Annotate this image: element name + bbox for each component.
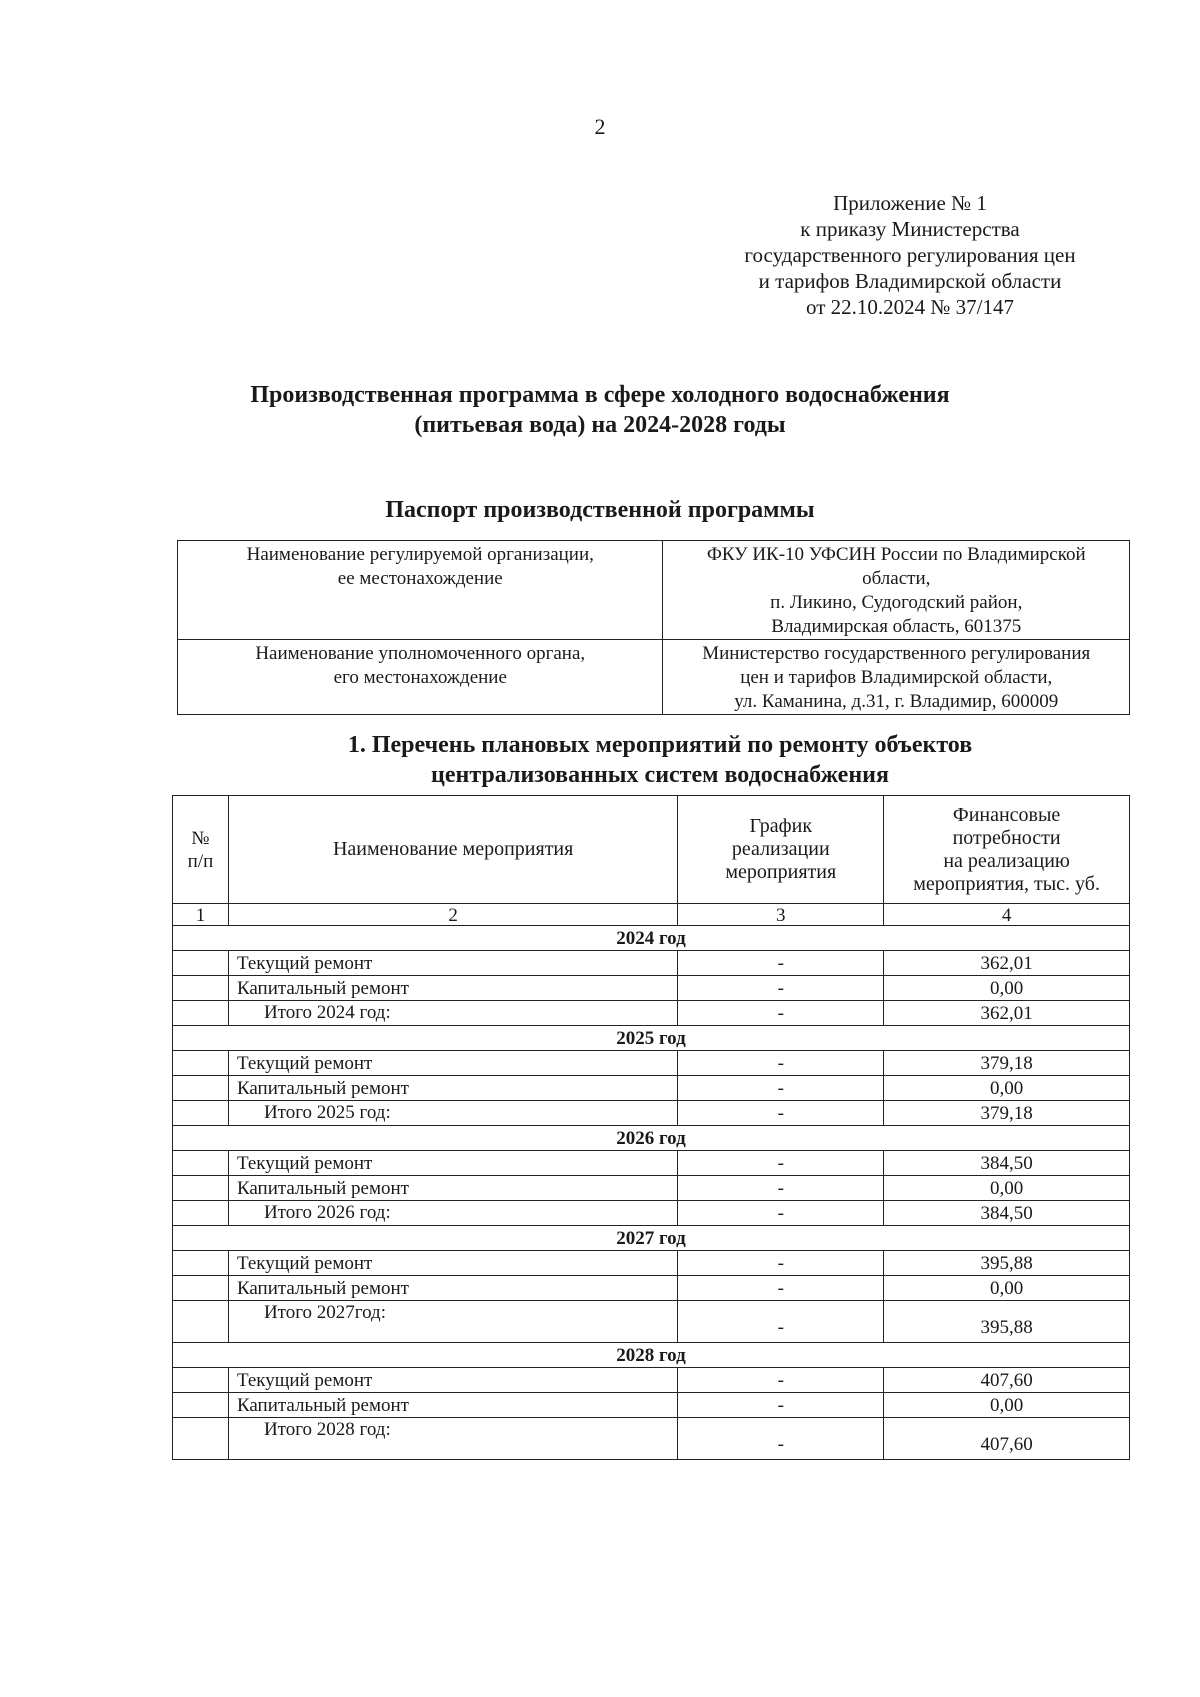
table-row <box>173 1176 1130 1201</box>
row-name: Текущий ремонт <box>228 1151 677 1176</box>
row-name: Итого 2025 год: <box>228 1101 677 1126</box>
row-schedule: - <box>678 1301 884 1343</box>
row-schedule: - <box>678 1101 884 1126</box>
row-name: Капитальный ремонт <box>228 976 677 1001</box>
column-index-row: 1 2 3 4 <box>173 904 1130 926</box>
row-amount: 407,60 <box>884 1418 1130 1460</box>
passport-label: Наименование уполномоченного органа, его местонахождение <box>178 640 663 715</box>
table-row <box>173 1251 1130 1276</box>
row-amount: 395,88 <box>884 1301 1130 1343</box>
passport-row <box>178 541 1130 640</box>
row-schedule: - <box>678 1251 884 1276</box>
header-amount: Финансовые потребности на реализацию мероприятия, тыс. уб. <box>884 796 1130 904</box>
row-schedule: - <box>678 1151 884 1176</box>
row-name: Текущий ремонт <box>228 1251 677 1276</box>
table-row <box>173 1151 1130 1176</box>
row-amount: 384,50 <box>884 1201 1130 1226</box>
row-amount: 0,00 <box>884 976 1130 1001</box>
row-num <box>173 1076 229 1101</box>
section-title-line: 1. Перечень плановых мероприятий по ремонту объектов <box>347 732 973 758</box>
row-schedule: - <box>678 1201 884 1226</box>
row-amount: 407,60 <box>884 1368 1130 1393</box>
year-label: 2024 год <box>173 926 1130 951</box>
table-row <box>173 1101 1130 1126</box>
row-amount: 0,00 <box>884 1076 1130 1101</box>
row-num <box>173 1201 229 1226</box>
table-row <box>173 1301 1130 1343</box>
row-amount: 0,00 <box>884 1176 1130 1201</box>
row-amount: 362,01 <box>884 1001 1130 1026</box>
measures-table <box>172 795 1130 1460</box>
year-header-row <box>173 926 1130 951</box>
table-row <box>173 1076 1130 1101</box>
row-name: Итого 2027год: <box>228 1301 677 1343</box>
row-amount: 0,00 <box>884 1393 1130 1418</box>
header-name: Наименование мероприятия <box>228 796 677 904</box>
row-name: Капитальный ремонт <box>228 1276 677 1301</box>
row-num <box>173 1251 229 1276</box>
row-schedule: - <box>678 1176 884 1201</box>
row-schedule: - <box>678 1051 884 1076</box>
row-num <box>173 1276 229 1301</box>
year-label: 2027 год <box>173 1226 1130 1251</box>
title-line: (питьевая вода) на 2024-2028 годы <box>414 412 786 438</box>
row-name: Итого 2024 год: <box>228 1001 677 1026</box>
row-num <box>173 1393 229 1418</box>
passport-label: Наименование регулируемой организации, ее местонахождение <box>178 541 663 640</box>
year-header-row <box>173 1226 1130 1251</box>
row-name: Капитальный ремонт <box>228 1176 677 1201</box>
row-schedule: - <box>678 1276 884 1301</box>
passport-row <box>178 640 1130 715</box>
row-schedule: - <box>678 1393 884 1418</box>
row-num <box>173 1176 229 1201</box>
row-amount: 379,18 <box>884 1101 1130 1126</box>
row-name: Итого 2026 год: <box>228 1201 677 1226</box>
table-row <box>173 1276 1130 1301</box>
section-title <box>250 730 1070 790</box>
title-line: Производственная программа в сфере холодного водоснабжения <box>250 382 950 408</box>
year-label: 2025 год <box>173 1026 1130 1051</box>
table-row <box>173 1201 1130 1226</box>
row-name: Капитальный ремонт <box>228 1076 677 1101</box>
row-amount: 362,01 <box>884 951 1130 976</box>
row-name: Текущий ремонт <box>228 1368 677 1393</box>
appendix-line: к приказу Министерства <box>800 217 1020 241</box>
passport-value: ФКУ ИК-10 УФСИН России по Владимирской области, п. Ликино, Судогодский район, Владимирская область, 601375 <box>663 541 1130 640</box>
row-schedule: - <box>678 1076 884 1101</box>
appendix-block <box>700 190 1120 320</box>
table-row <box>173 1051 1130 1076</box>
row-amount: 379,18 <box>884 1051 1130 1076</box>
row-name: Итого 2028 год: <box>228 1418 677 1460</box>
row-amount: 384,50 <box>884 1151 1130 1176</box>
row-schedule: - <box>678 951 884 976</box>
row-num <box>173 1001 229 1026</box>
row-num <box>173 951 229 976</box>
year-label: 2026 год <box>173 1126 1130 1151</box>
passport-title: Паспорт производственной программы <box>385 497 815 523</box>
table-row <box>173 1001 1130 1026</box>
page-number: 2 <box>594 114 606 139</box>
row-schedule: - <box>678 1001 884 1026</box>
appendix-line: от 22.10.2024 № 37/147 <box>805 295 1015 319</box>
passport-value: Министерство государственного регулирования цен и тарифов Владимирской области, ул. Каманина, д.31, г. Владимир, 600009 <box>663 640 1130 715</box>
year-header-row <box>173 1343 1130 1368</box>
year-rows <box>173 926 1130 1460</box>
appendix-line: Приложение № 1 <box>833 191 987 215</box>
table-row <box>173 1418 1130 1460</box>
row-num <box>173 1101 229 1126</box>
table-row <box>173 976 1130 1001</box>
row-name: Текущий ремонт <box>228 951 677 976</box>
row-num <box>173 1418 229 1460</box>
appendix-line: и тарифов Владимирской области <box>758 269 1062 293</box>
table-row <box>173 1368 1130 1393</box>
header-schedule: График реализации мероприятия <box>678 796 884 904</box>
row-name: Текущий ремонт <box>228 1051 677 1076</box>
row-schedule: - <box>678 1368 884 1393</box>
row-schedule: - <box>678 1418 884 1460</box>
row-num <box>173 1151 229 1176</box>
row-num <box>173 1301 229 1343</box>
row-num <box>173 1368 229 1393</box>
year-header-row <box>173 1026 1130 1051</box>
row-amount: 395,88 <box>884 1251 1130 1276</box>
passport-table <box>177 540 1130 715</box>
document-title <box>150 380 1050 440</box>
row-num <box>173 976 229 1001</box>
row-num <box>173 1051 229 1076</box>
header-num: № п/п <box>173 796 229 904</box>
year-header-row <box>173 1126 1130 1151</box>
section-title-line: централизованных систем водоснабжения <box>431 762 889 788</box>
row-name: Капитальный ремонт <box>228 1393 677 1418</box>
table-row <box>173 1393 1130 1418</box>
appendix-line: государственного регулирования цен <box>744 243 1076 267</box>
table-row <box>173 951 1130 976</box>
row-amount: 0,00 <box>884 1276 1130 1301</box>
year-label: 2028 год <box>173 1343 1130 1368</box>
table-header-row <box>173 796 1130 904</box>
row-schedule: - <box>678 976 884 1001</box>
